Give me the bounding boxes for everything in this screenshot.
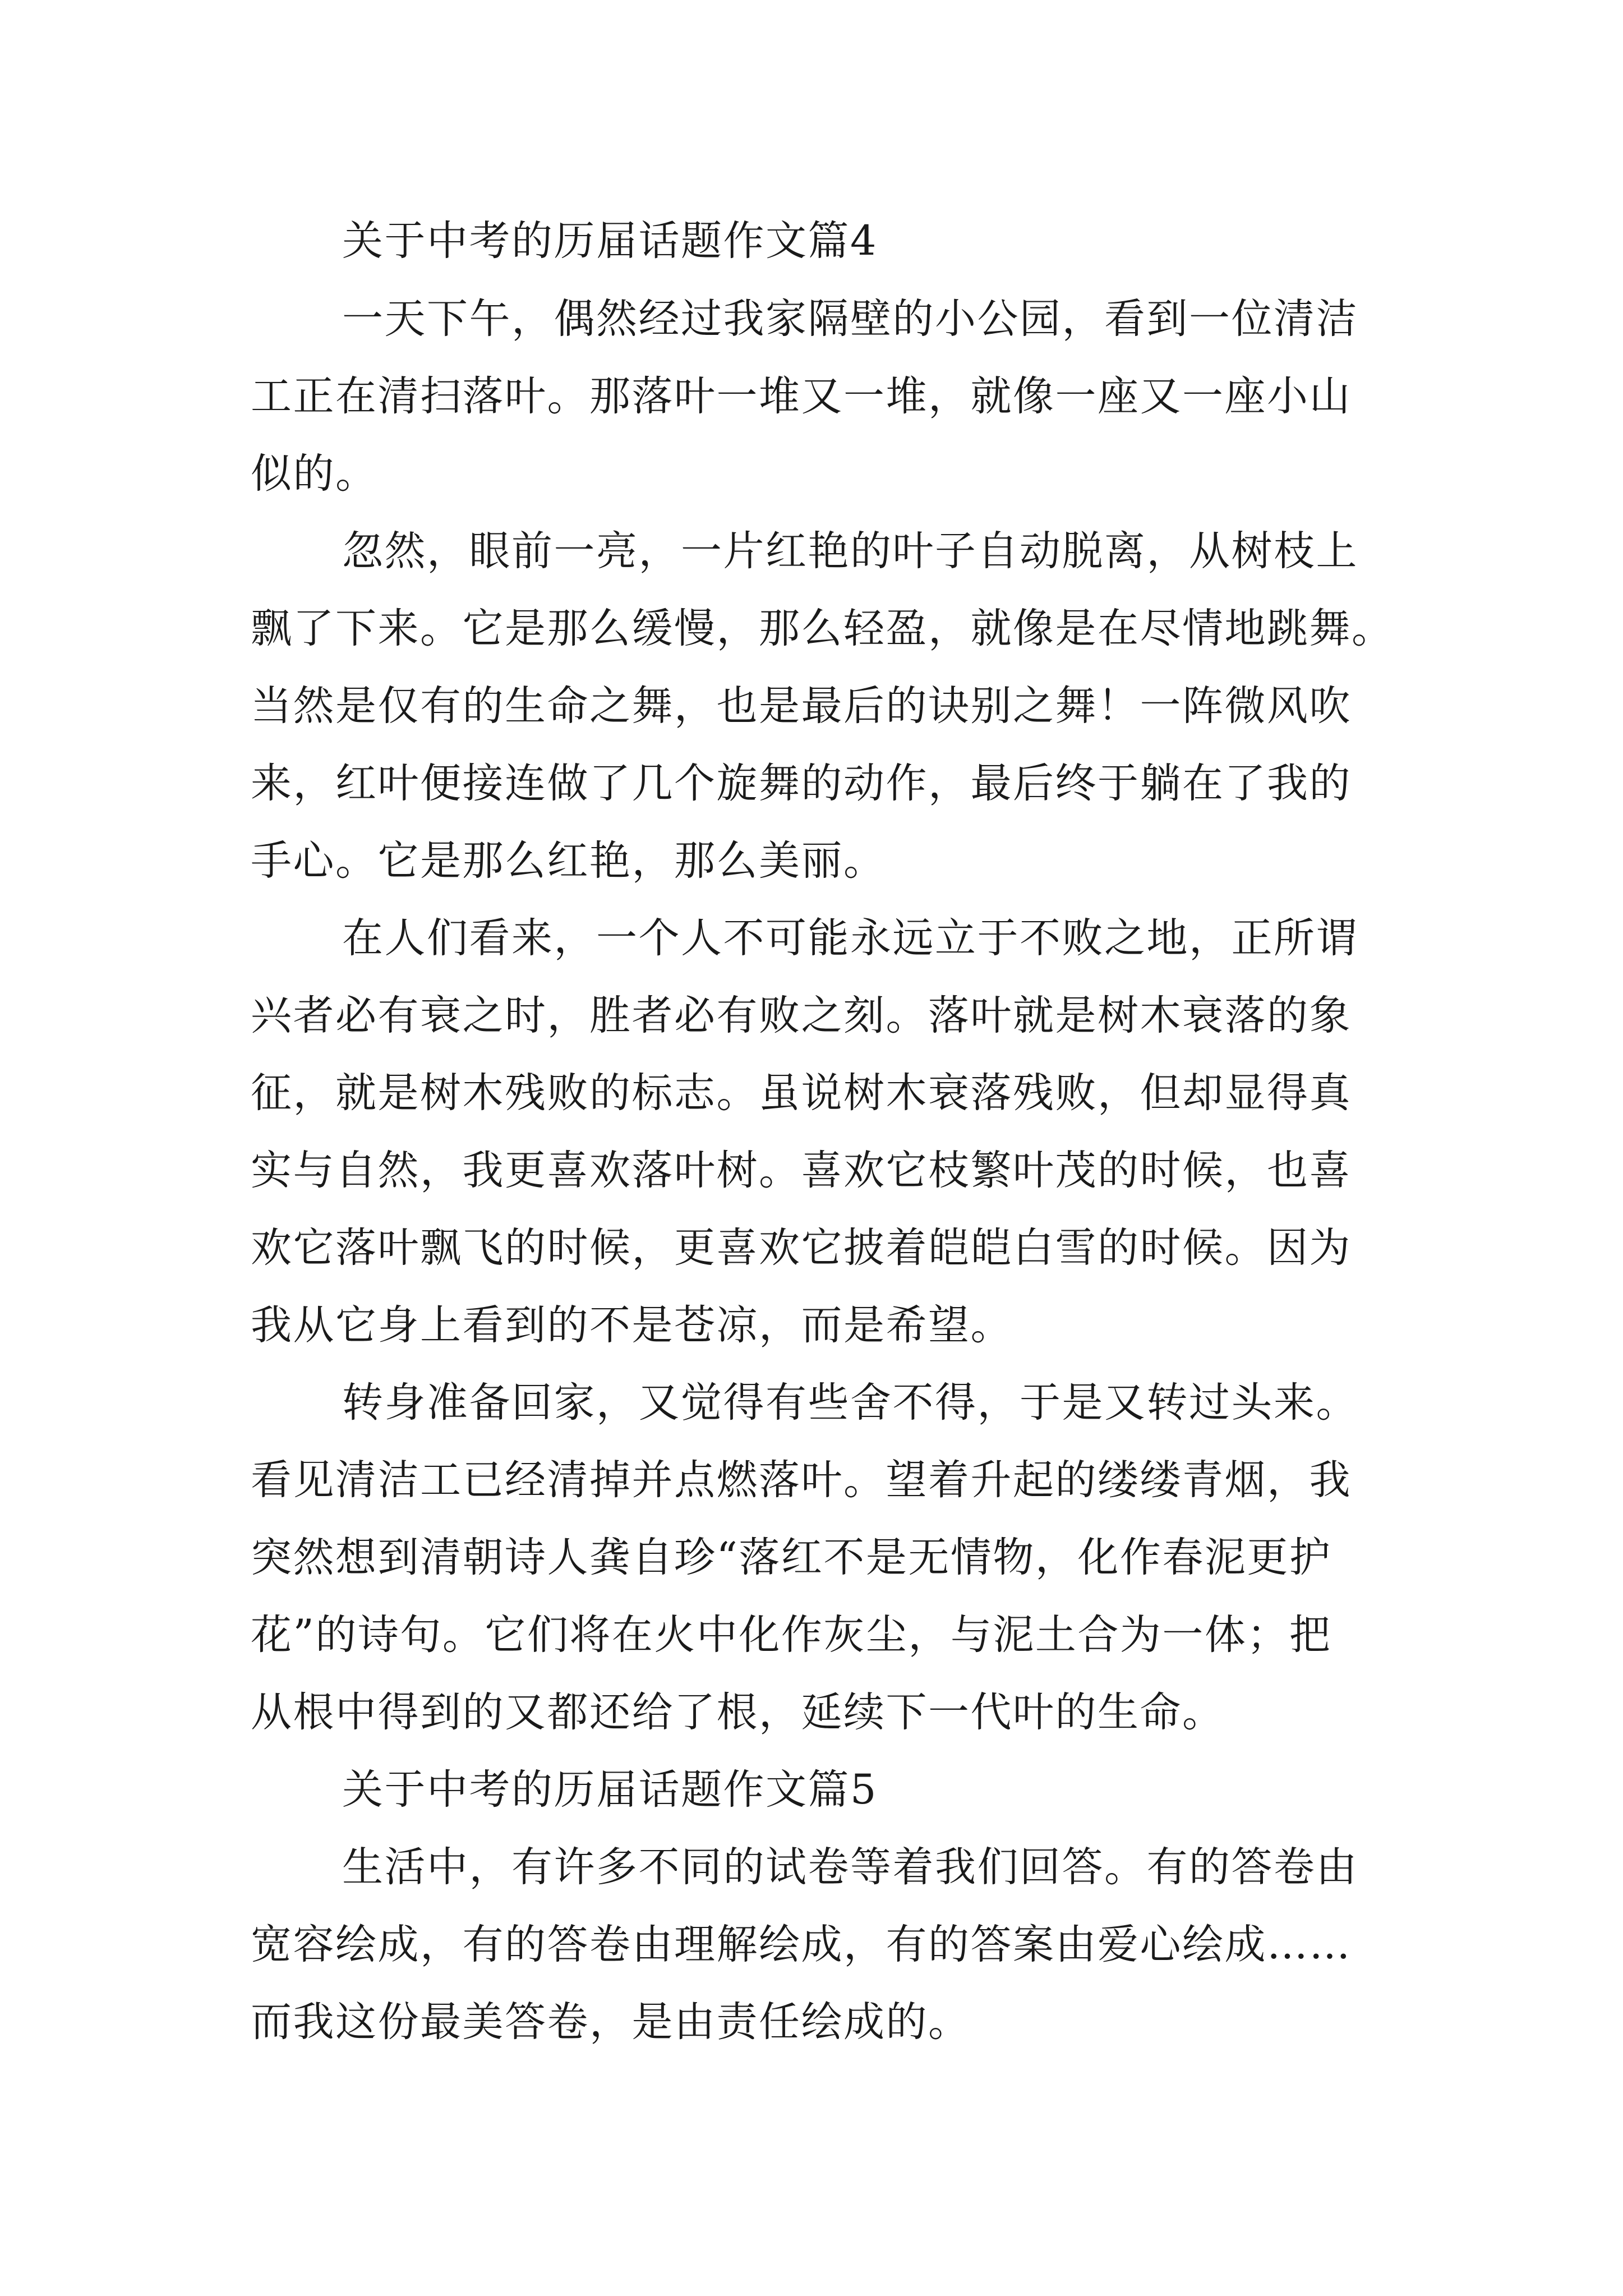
essay-5-para-1-line-3: 而我这份最美答卷，是由责任绘成的。 — [251, 1998, 971, 2046]
essay-4-para-4-line-5: 从根中得到的又都还给了根，延续下一代叶的生命。 — [251, 1688, 1225, 1736]
essay-4-para-2-line-3: 当然是仅有的生命之舞，也是最后的诀别之舞！一阵微风吹 — [251, 682, 1352, 730]
essay-5-heading: 关于中考的历届话题作文篇5 — [342, 1766, 878, 1814]
essay-4-para-3-line-3: 征，就是树木残败的标志。虽说树木衰落残败，但却显得真 — [251, 1069, 1352, 1117]
essay-4-para-3-line-4: 实与自然，我更喜欢落叶树。喜欢它枝繁叶茂的时候，也喜 — [251, 1147, 1352, 1194]
essay-4-para-2-line-5: 手心。它是那么红艳，那么美丽。 — [251, 837, 886, 885]
essay-4-para-2-line-1: 忽然，眼前一亮，一片红艳的叶子自动脱离，从树枝上 — [342, 527, 1358, 575]
essay-4-para-3-line-2: 兴者必有衰之时，胜者必有败之刻。落叶就是树木衰落的象 — [251, 992, 1352, 1039]
essay-4-para-1-line-2: 工正在清扫落叶。那落叶一堆又一堆，就像一座又一座小山 — [251, 372, 1352, 420]
essay-4-para-1-line-1: 一天下午，偶然经过我家隔壁的小公园，看到一位清洁 — [342, 295, 1358, 343]
essay-4-para-4-line-1: 转身准备回家，又觉得有些舍不得，于是又转过头来。 — [342, 1379, 1358, 1427]
essay-4-heading: 关于中考的历届话题作文篇4 — [342, 217, 878, 265]
essay-5-para-1-line-1: 生活中，有许多不同的试卷等着我们回答。有的答卷由 — [342, 1843, 1358, 1891]
essay-4-para-4-line-2: 看见清洁工已经清掉并点燃落叶。望着升起的缕缕青烟，我 — [251, 1456, 1352, 1504]
essay-4-para-4-line-3: 突然想到清朝诗人龚自珍“落红不是无情物，化作春泥更护 — [251, 1534, 1332, 1581]
essay-4-para-3-line-6: 我从它身上看到的不是苍凉，而是希望。 — [251, 1301, 1013, 1349]
essay-4-para-2-line-2: 飘了下来。它是那么缓慢，那么轻盈，就像是在尽情地跳舞。 — [251, 605, 1394, 652]
essay-5-para-1-line-2: 宽容绘成，有的答卷由理解绘成，有的答案由爱心绘成…… — [251, 1921, 1352, 1968]
essay-4-para-1-line-3: 似的。 — [251, 450, 378, 498]
essay-4-para-3-line-1: 在人们看来，一个人不可能永远立于不败之地，正所谓 — [342, 914, 1358, 962]
essay-4-para-4-line-4: 花”的诗句。它们将在火中化作灰尘，与泥土合为一体；把 — [251, 1611, 1332, 1659]
essay-4-para-2-line-4: 来，红叶便接连做了几个旋舞的动作，最后终于躺在了我的 — [251, 760, 1352, 807]
essay-4-para-3-line-5: 欢它落叶飘飞的时候，更喜欢它披着皑皑白雪的时候。因为 — [251, 1224, 1352, 1272]
